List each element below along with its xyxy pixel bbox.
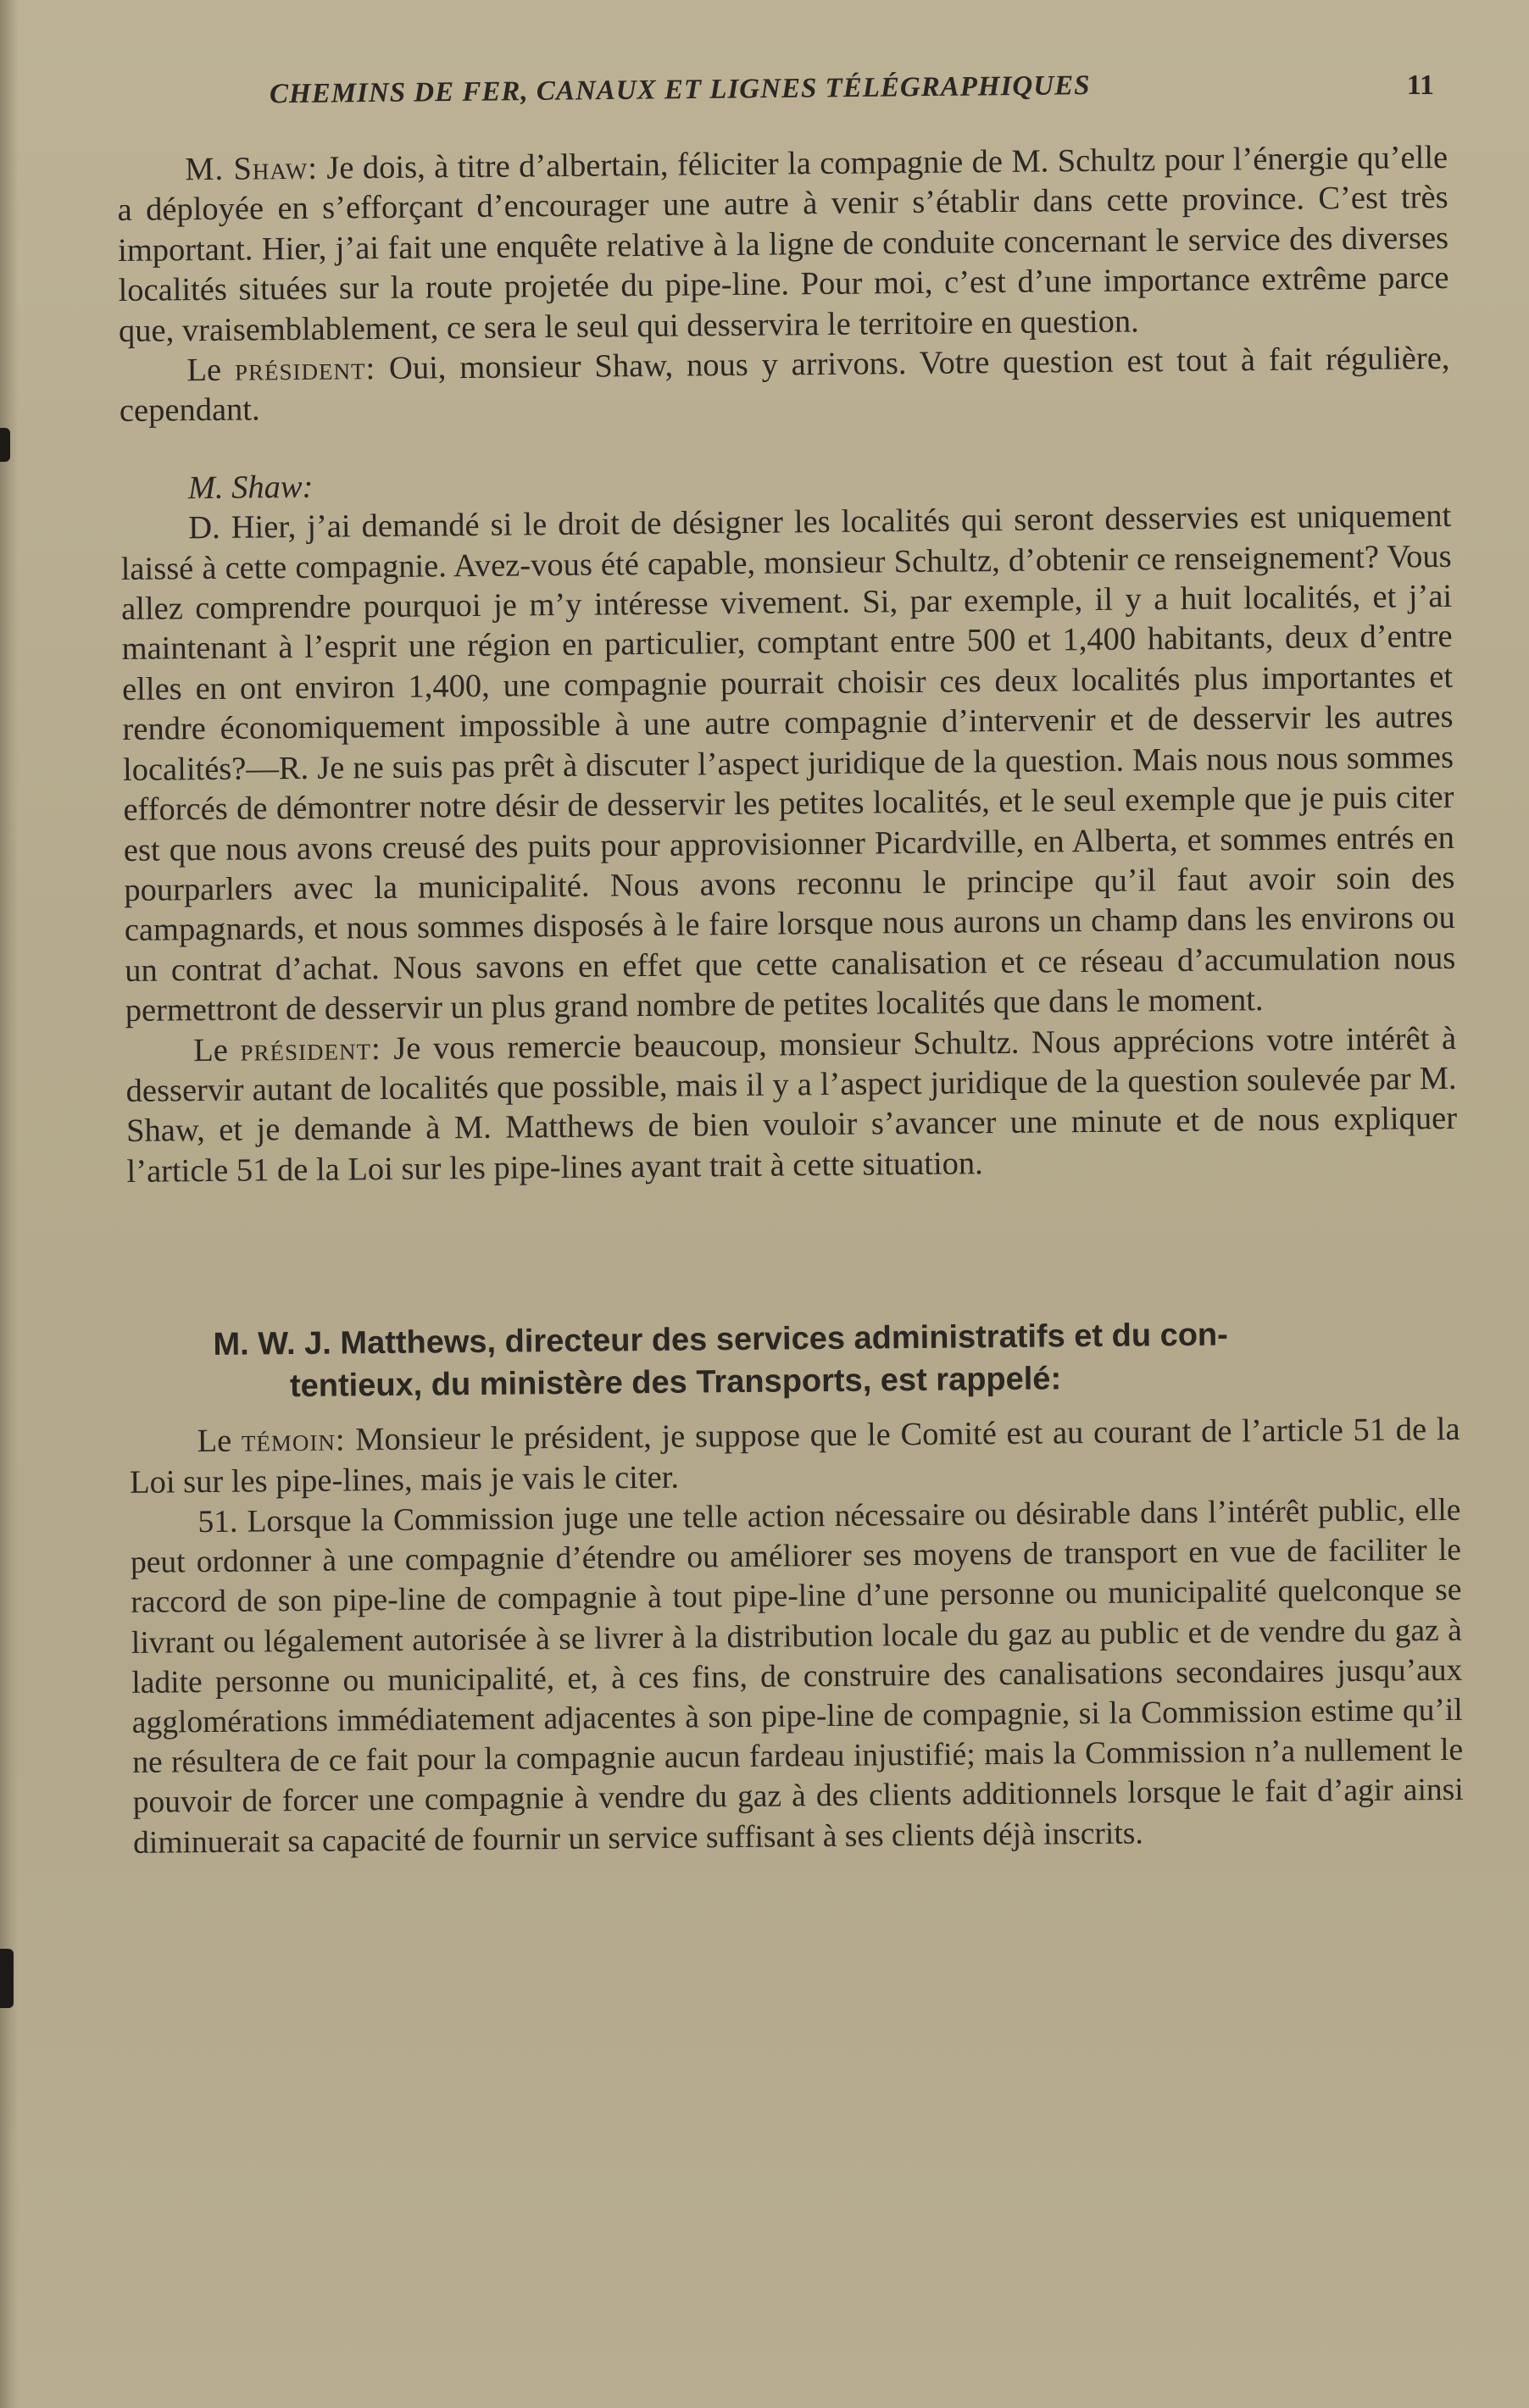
document-body	[117, 138, 1464, 1863]
page-edge-shadow	[0, 0, 19, 2408]
speaker-prefix: Le	[192, 1032, 229, 1068]
witness-heading-line: tentieux, du ministère des Transports, est rappelé:	[289, 1361, 1062, 1405]
page-number: 11	[1406, 69, 1434, 101]
running-header: CHEMINS DE FER, CANAUX ET LIGNES TÉLÉGRAPHIQUES	[269, 70, 1091, 110]
speaker-label: président:	[234, 351, 376, 388]
paragraph	[117, 138, 1449, 352]
section-subhead: M. Shaw:	[187, 469, 314, 507]
speaker-label: président:	[240, 1030, 381, 1068]
witness-heading	[128, 1312, 1460, 1409]
paragraph	[120, 497, 1456, 1031]
paragraph	[119, 339, 1450, 432]
paragraph-text: Je dois, à titre d’albertain, féliciter la compagnie de M. Schultz pour l’énergie qu’elle a déployée en s’efforçant d’encourager une autre à venir s’établir dans cette province. C’est très important. Hier, j’ai fait une enquête relative à la ligne de conduite concernant le service des diverses localités situées sur la route projetée du pipe-line. Pour moi, c’est d’une importance extrême parce que, vraisemblablement, ce sera le seul qui desservira le territoire en question.	[117, 139, 1449, 349]
speaker-label: M. Shaw:	[185, 150, 319, 188]
paragraph-text: D. Hier, j’ai demandé si le droit de désigner les localités qui seront desservies est uniquement laissé à cette compagnie. Avez-vous été capable, monsieur Schultz, d’obtenir ce renseignement? Vous allez comprendre pourquoi je m’y intéresse vivement. Si, par exemple, il y a huit localités, et j’ai maintenant à l’esprit une région en particulier, comptant entre 500 et 1,400 habitants, deux d’entre elles en ont environ 1,400, une compagnie pourrait choisir ces deux localités plus importantes et rendre économiquement impossible à une autre compagnie d’intervenir et de desservir les autres localités?—R. Je ne suis pas prêt à discuter l’aspect juridique de la question. Mais nous nous sommes efforcés de démontrer notre désir de desservir les petites localités, et le seul exemple que je puis citer est que nous avons creusé des puits pour approvisionner Picardville, en Alberta, et sommes entrés en pourparlers avec la municipalité. Nous avons reconnu le principe qu’il faut avoir soin des campagnards, et nous sommes disposés à le faire lorsque nous aurons un champ dans les environs ou un contrat d’achat. Nous savons en effet que cette canalisation et ce réseau d’accumulation nous permettront de desservir un plus grand nombre de petites localités que dans le moment.	[120, 498, 1456, 1029]
speaker-prefix: Le	[197, 1423, 232, 1460]
witness-heading-line: M. W. J. Matthews, directeur des services administratifs et du con-	[213, 1317, 1229, 1363]
paragraph-text: Oui, monsieur Shaw, nous y arrivons. Votre question est tout à fait régulière, cependant.	[119, 340, 1450, 430]
paragraph	[129, 1410, 1460, 1503]
statute-quote: 51. Lorsque la Commission juge une telle action nécessaire ou désirable dans l’intérêt public, elle peut ordonner à une compagnie d’étendre ou améliorer ses moyens de transport en vue de faciliter le raccord de son pipe-line de compagnie à tout pipe-line d’une personne ou municipalité quelconque se livrant ou légalement autorisée à se livrer à la distribution locale du gaz au public et de vendre du gaz à ladite personne ou municipalité, et, à ces fins, de construire des canalisations secondaires jusqu’aux agglomérations immédiatement adjacentes à son pipe-line de compagnie, si la Commission estime qu’il ne résultera de ce fait pour la compagnie aucun fardeau injustifié; mais la Commission n’a nullement le pouvoir de forcer une compagnie à vendre du gaz à des clients additionnels lorsque le fait d’agir ainsi diminuerait sa capacité de fournir un service suffisant à ses clients déjà inscrits.	[130, 1492, 1464, 1861]
speaker-prefix: Le	[186, 352, 222, 389]
paragraph	[125, 1018, 1458, 1192]
paragraph-text: Monsieur le président, je suppose que le Comité est au courant de l’article 51 de la Loi sur les pipe-lines, mais je vais le citer.	[129, 1412, 1460, 1501]
binding-mark	[0, 1949, 14, 2008]
speaker-label: témoin:	[241, 1422, 346, 1459]
paragraph-text: Je vous remercie beaucoup, monsieur Schultz. Nous apprécions votre intérêt à desservir autant de localités que possible, mais il y a l’aspect juridique de la question soulevée par M. Shaw, et je demande à M. Matthews de bien vouloir s’avancer une minute et de nous expliquer l’article 51 de la Loi sur les pipe-lines ayant trait à cette situation.	[125, 1020, 1458, 1190]
binding-mark	[0, 428, 10, 462]
